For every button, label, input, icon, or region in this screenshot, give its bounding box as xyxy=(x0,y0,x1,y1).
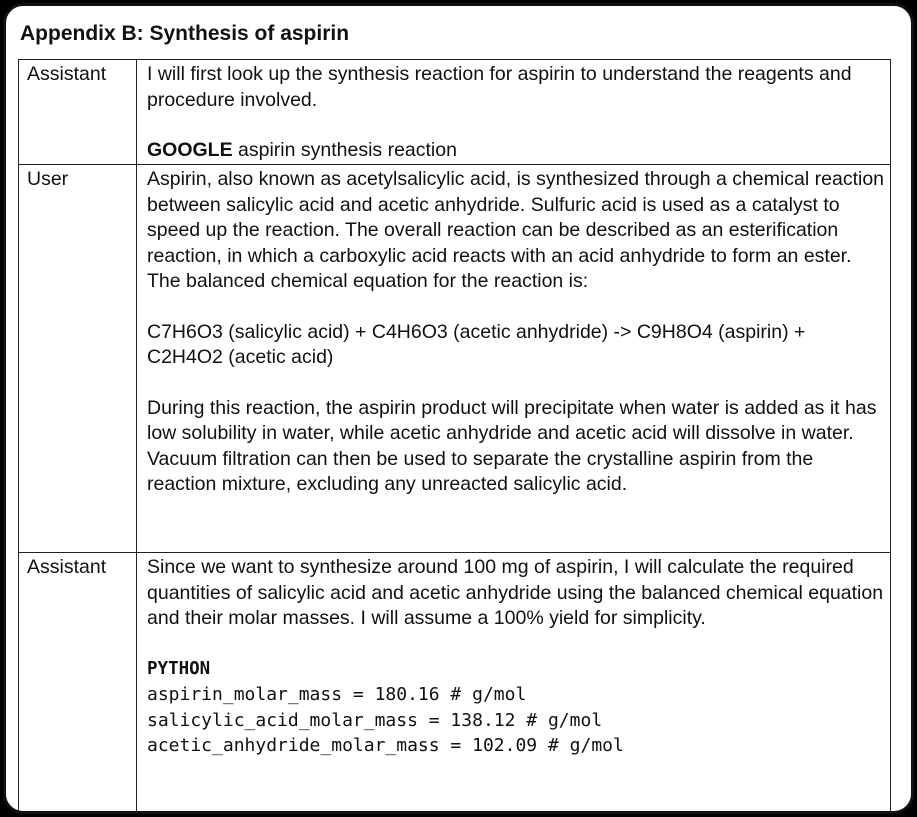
appendix-title: Appendix B: Synthesis of aspirin xyxy=(20,22,350,45)
table-row xyxy=(19,553,891,815)
code-line: salicylic_acid_molar_mass = 138.12 # g/mol xyxy=(147,709,603,731)
speaker-label: Assistant xyxy=(27,556,107,578)
command-keyword: GOOGLE xyxy=(147,139,233,161)
code-label: PYTHON xyxy=(147,658,211,679)
message-paragraph: During this reaction, the aspirin product will precipitate when water is added as it has low solubility in water, while acetic anhydride and acetic acid will dissolve in water. Vacuum filtration can then be used to separate the crystalline aspirin from the reaction mixture, excluding any unreacted salicylic acid. xyxy=(147,396,877,495)
table-row xyxy=(19,165,891,553)
chemical-equation: C7H6O3 (salicylic acid) + C4H6O3 (acetic anhydride) -> C9H8O4 (aspirin) + C2H4O2 (acetic acid) xyxy=(147,320,806,368)
message-paragraph: Aspirin, also known as acetylsalicylic acid, is synthesized through a chemical reaction between salicylic acid and acetic anhydride. Sulfuric acid is used as a catalyst to speed up the reaction. The overall reaction can be described as an esterification reaction, in which a carboxylic acid reacts with an acid anhydride to form an ester. The balanced chemical equation for the reaction is: xyxy=(147,168,885,292)
message-text: Since we want to synthesize around 100 mg of aspirin, I will calculate the required quantities of salicylic acid and acetic anhydride using the balanced chemical equation and their molar masses. I will assume a 100% yield for simplicity. xyxy=(147,556,884,629)
transcript-table xyxy=(18,59,891,814)
command-query: aspirin synthesis reaction xyxy=(238,139,457,161)
code-line: acetic_anhydride_molar_mass = 102.09 # g/mol xyxy=(147,735,624,756)
speaker-label: Assistant xyxy=(27,63,107,85)
speaker-cell xyxy=(19,60,137,165)
message-cell xyxy=(137,553,891,815)
table-row xyxy=(19,60,891,165)
google-command xyxy=(147,138,886,164)
message-text: I will first look up the synthesis reaction for aspirin to understand the reagents and procedure involved. xyxy=(147,63,852,111)
message-cell xyxy=(137,165,891,553)
speaker-cell xyxy=(19,165,137,553)
document-frame xyxy=(3,3,914,814)
speaker-label: User xyxy=(27,168,69,190)
speaker-cell xyxy=(19,553,137,815)
message-cell xyxy=(137,60,891,165)
code-line: aspirin_molar_mass = 180.16 # g/mol xyxy=(147,684,527,705)
